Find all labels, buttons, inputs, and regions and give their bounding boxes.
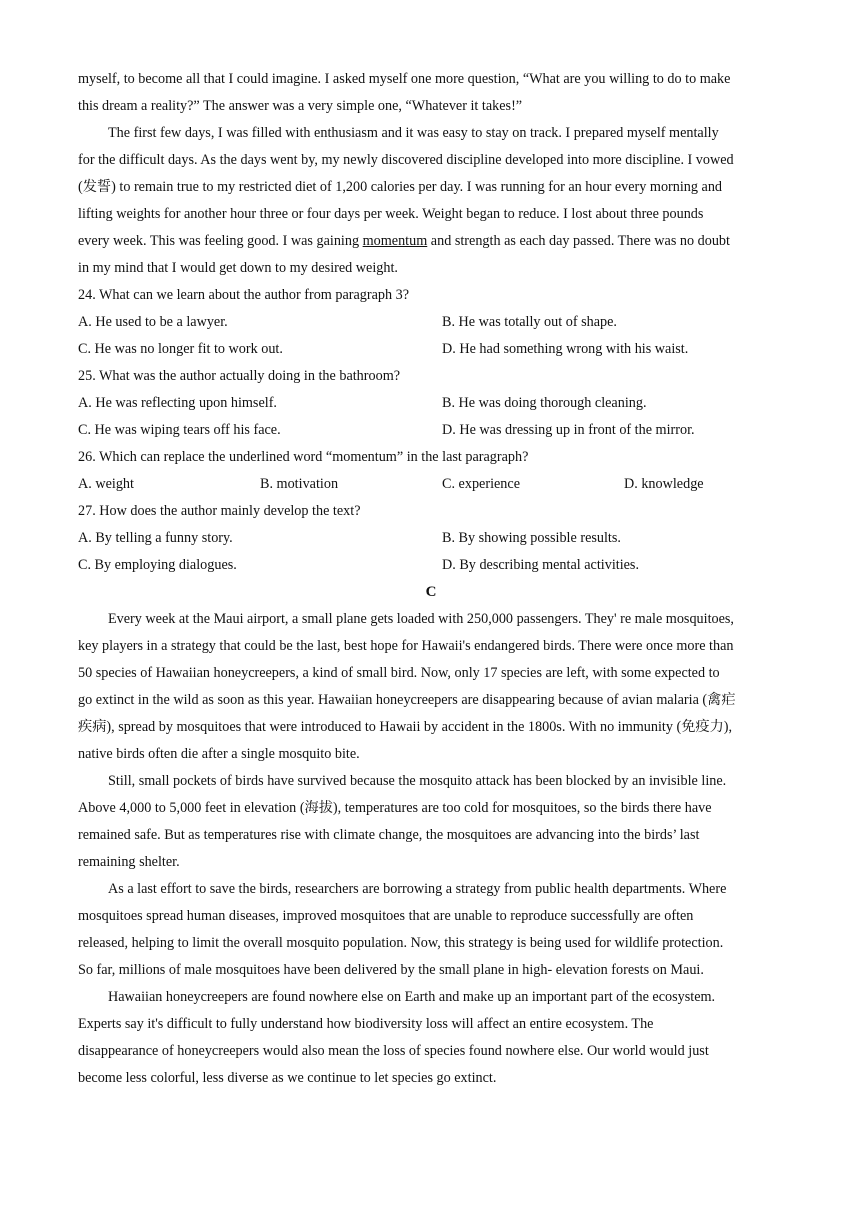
- section-c-paragraph-1: [78, 606, 784, 768]
- option-row: [78, 336, 784, 363]
- text-line: lifting weights for another hour three or four days per week. Weight began to reduce. I lost about three pounds: [78, 206, 704, 222]
- question-stem: 27. How does the author mainly develop the text?: [78, 503, 361, 519]
- option-d: D. By describing mental activities.: [442, 557, 640, 573]
- text-line: myself, to become all that I could imagine. I asked myself one more question, “What are you willing to do to make: [78, 71, 731, 87]
- text-line: Above 4,000 to 5,000 feet in elevation (海拔), temperatures are too cold for mosquitoes, so the birds there have: [78, 800, 712, 816]
- text-line: in my mind that I would get down to my desired weight.: [78, 260, 398, 276]
- text-line: As a last effort to save the birds, researchers are borrowing a strategy from public health departments. Where: [108, 881, 727, 897]
- question-stem: 26. Which can replace the underlined word “momentum” in the last paragraph?: [78, 449, 529, 465]
- option-row: [78, 309, 784, 336]
- text-line: remaining shelter.: [78, 854, 180, 870]
- question-stem: 25. What was the author actually doing in the bathroom?: [78, 368, 401, 384]
- section-c-paragraph-2: [78, 768, 784, 876]
- passage-b-paragraph-2: [78, 120, 784, 282]
- option-a: A. He used to be a lawyer.: [78, 314, 228, 330]
- text-line: native birds often die after a single mosquito bite.: [78, 746, 360, 762]
- text-line: key players in a strategy that could be the last, best hope for Hawaii's endangered birds. There were once more than: [78, 638, 734, 654]
- option-a: A. weight: [78, 476, 134, 492]
- text-line: (发誓) to remain true to my restricted diet of 1,200 calories per day. I was running for an hour every morning and: [78, 179, 723, 195]
- option-c: C. By employing dialogues.: [78, 557, 237, 573]
- section-title: C: [425, 584, 437, 600]
- option-b: B. He was doing thorough cleaning.: [442, 395, 647, 411]
- text-line: So far, millions of male mosquitoes have been delivered by the small plane in high- elevation forests on Maui.: [78, 962, 704, 978]
- text-line: disappearance of honeycreepers would also mean the loss of species found nowhere else. Our world would just: [78, 1043, 709, 1059]
- option-row: [78, 525, 784, 552]
- text-line: this dream a reality?” The answer was a very simple one, “Whatever it takes!”: [78, 98, 523, 114]
- document-page: [78, 66, 784, 1092]
- section-c-paragraph-3: [78, 876, 784, 984]
- text-line: released, helping to limit the overall mosquito population. Now, this strategy is being used for wildlife protection.: [78, 935, 724, 951]
- text-line: Every week at the Maui airport, a small plane gets loaded with 250,000 passengers. They' re male mosquitoes,: [108, 611, 734, 627]
- text-line: Hawaiian honeycreepers are found nowhere else on Earth and make up an important part of the ecosystem.: [108, 989, 716, 1005]
- passage-b-paragraph-1: [78, 66, 784, 120]
- question-26: [78, 444, 784, 498]
- text-line: mosquitoes spread human diseases, improved mosquitoes that are unable to reproduce successfully are often: [78, 908, 694, 924]
- option-c: C. He was wiping tears off his face.: [78, 422, 281, 438]
- option-b: B. By showing possible results.: [442, 530, 621, 546]
- option-a: A. He was reflecting upon himself.: [78, 395, 277, 411]
- text-line: remained safe. But as temperatures rise with climate change, the mosquitoes are advancing into the birds’ last: [78, 827, 700, 843]
- option-d: D. He was dressing up in front of the mirror.: [442, 422, 695, 438]
- question-stem: 24. What can we learn about the author from paragraph 3?: [78, 287, 410, 303]
- question-24: [78, 282, 784, 363]
- option-row: [78, 552, 784, 579]
- text-span: and strength as each day passed. There was no doubt: [427, 233, 730, 249]
- option-b: B. motivation: [260, 476, 339, 492]
- option-c: C. He was no longer fit to work out.: [78, 341, 283, 357]
- question-27: [78, 498, 784, 579]
- text-line: 50 species of Hawaiian honeycreepers, a kind of small bird. Now, only 17 species are left, with some expected to: [78, 665, 720, 681]
- section-c-paragraph-4: [78, 984, 784, 1092]
- option-d: D. knowledge: [624, 476, 704, 492]
- text-line: Experts say it's difficult to fully understand how biodiversity loss will affect an entire ecosystem. The: [78, 1016, 654, 1032]
- text-line: go extinct in the wild as soon as this year. Hawaiian honeycreepers are disappearing because of avian malaria (禽疟: [78, 692, 736, 708]
- text-line: become less colorful, less diverse as we continue to let species go extinct.: [78, 1070, 497, 1086]
- text-line: Still, small pockets of birds have survived because the mosquito attack has been blocked by an invisible line.: [108, 773, 727, 789]
- text-line: [78, 228, 784, 255]
- option-b: B. He was totally out of shape.: [442, 314, 617, 330]
- text-line: for the difficult days. As the days went by, my newly discovered discipline developed into more discipline. I vowed: [78, 152, 734, 168]
- option-a: A. By telling a funny story.: [78, 530, 233, 546]
- text-line: 疾病), spread by mosquitoes that were introduced to Hawaii by accident in the 1800s. With no immunity (免疫力),: [78, 719, 733, 735]
- option-d: D. He had something wrong with his waist.: [442, 341, 689, 357]
- text-span: every week. This was feeling good. I was gaining: [78, 233, 363, 249]
- text-line: The first few days, I was filled with enthusiasm and it was easy to stay on track. I prepared myself mentally: [108, 125, 719, 141]
- option-c: C. experience: [442, 476, 520, 492]
- option-row: [78, 471, 784, 498]
- question-25: [78, 363, 784, 444]
- option-row: [78, 390, 784, 417]
- underlined-word-momentum: momentum: [362, 233, 428, 249]
- option-row: [78, 417, 784, 444]
